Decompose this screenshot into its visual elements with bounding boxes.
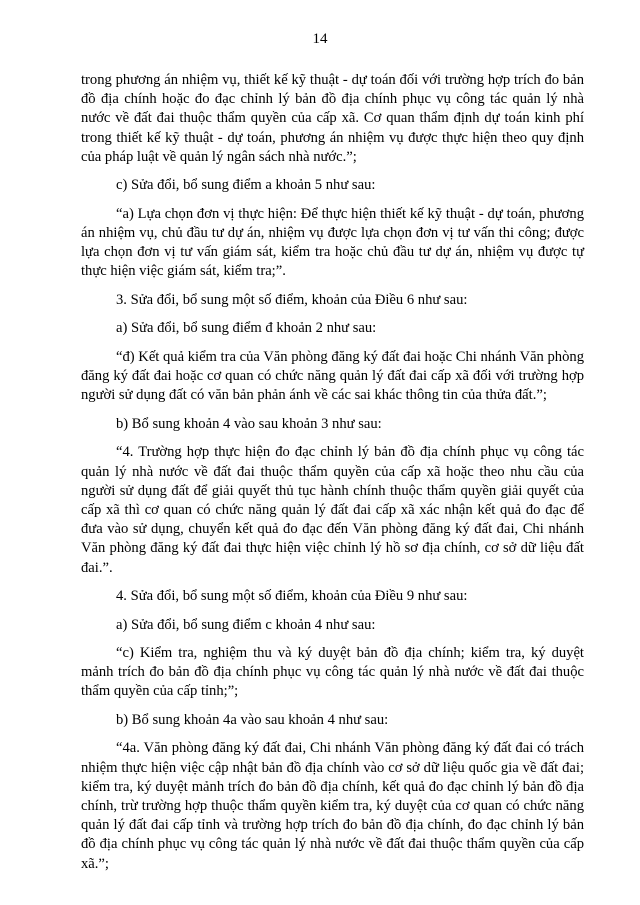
paragraph-quoted-text: “đ) Kết quả kiểm tra của Văn phòng đăng ký đất đai hoặc Chi nhánh Văn phòng đăng ký đất đai hoặc cơ quan có chức năng quản lý đất đai cấp xã đối với trường hợp người sử dụng đất có văn bản phản ánh về các sai khác thông tin của thửa đất.”; (81, 348, 584, 404)
paragraph-amendment-heading: b) Bổ sung khoản 4 vào sau khoản 3 như sau: (116, 415, 382, 432)
paragraph-amendment-heading: a) Sửa đổi, bổ sung điểm đ khoản 2 như sau: (116, 320, 377, 337)
document-body (81, 71, 584, 883)
paragraph-quoted-text: “4. Trường hợp thực hiện đo đạc chỉnh lý bản đồ địa chính phục vụ công tác quản lý nhà nước về đất đai thuộc thẩm quyền của cấp xã hoặc theo nhu cầu của người sử dụng đất để giải quyết thủ tục hành chính thuộc thẩm quyền giải quyết của cấp xã thì cơ quan có chức năng quản lý đất đai cấp xã xác nhận kết quả đo đạc để đưa vào sử dụng, chuyển kết quả đo đạc đến Văn phòng đăng ký đất đai, Chi nhánh Văn phòng đăng ký đất đai thực hiện việc chỉnh lý hồ sơ địa chính, cơ sở dữ liệu đất đai.”. (81, 444, 584, 576)
page-number: 14 (312, 31, 328, 47)
paragraph-amendment-heading: b) Bổ sung khoản 4a vào sau khoản 4 như sau: (116, 711, 389, 728)
paragraph-section-heading: 3. Sửa đổi, bổ sung một số điểm, khoản của Điều 6 như sau: (116, 291, 468, 308)
paragraph-amendment-heading: c) Sửa đổi, bổ sung điểm a khoản 5 như sau: (116, 177, 376, 194)
paragraph-section-heading: 4. Sửa đổi, bổ sung một số điểm, khoản của Điều 9 như sau: (116, 588, 468, 605)
paragraph-quoted-text: “c) Kiểm tra, nghiệm thu và ký duyệt bản đồ địa chính; kiểm tra, ký duyệt mảnh trích đo bản đồ địa chính phục vụ công tác quản lý nhà nước về đất đai thuộc thẩm quyền của cấp tỉnh;”; (81, 645, 584, 700)
paragraph-quoted-text: “a) Lựa chọn đơn vị thực hiện: Để thực hiện thiết kế kỹ thuật - dự toán, phương án nhiệm vụ, chủ đầu tư dự án, nhiệm vụ được lựa chọn đơn vị tư vấn thi công; được lựa chọn đơn vị tư vấn giám sát, kiểm tra hoặc chủ đầu tư dự án, nhiệm vụ được tự thực hiện việc giám sát, kiểm tra;”. (81, 205, 584, 280)
paragraph-quoted-text: “4a. Văn phòng đăng ký đất đai, Chi nhánh Văn phòng đăng ký đất đai có trách nhiệm thực hiện việc cập nhật bản đồ địa chính vào cơ sở dữ liệu quốc gia về đất đai; kiểm tra, ký duyệt mảnh trích đo bản đồ địa chính, kết quả đo đạc chỉnh lý bản đồ địa chính, trừ trường hợp thuộc thẩm quyền kiểm tra, ký duyệt của cơ quan có chức năng quản lý đất đai cấp tỉnh và trường hợp trích đo bản đồ địa chính, đo đạc chỉnh lý bản đồ địa chính phục vụ công tác quản lý nhà nước về đất đai thuộc thẩm quyền của cấp xã.”; (81, 740, 584, 872)
paragraph-continuation: trong phương án nhiệm vụ, thiết kế kỹ thuật - dự toán đối với trường hợp trích đo bản đồ địa chính hoặc đo đạc chỉnh lý bản đồ địa chính phục vụ công tác quản lý nhà nước về đất đai thuộc thẩm quyền của cấp xã. Cơ quan thẩm định dự toán kinh phí trong thiết kế kỹ thuật - dự toán, phương án nhiệm vụ được thực hiện theo quy định của pháp luật về quản lý ngân sách nhà nước.”; (81, 72, 584, 165)
paragraph-amendment-heading: a) Sửa đổi, bổ sung điểm c khoản 4 như sau: (116, 616, 376, 633)
